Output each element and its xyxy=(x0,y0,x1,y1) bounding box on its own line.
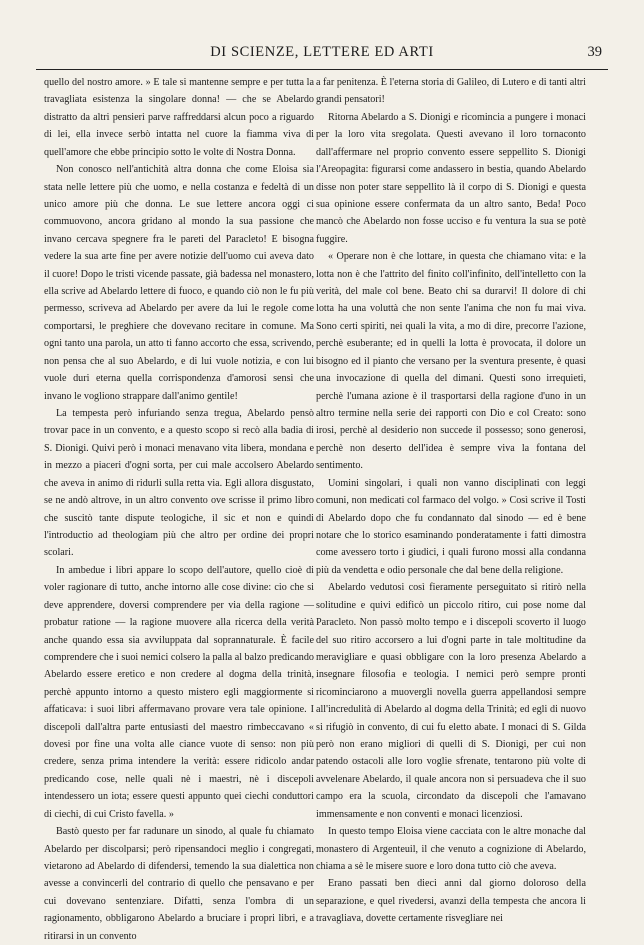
header-rule xyxy=(36,69,608,70)
paragraph: Uomini singolari, i quali non vanno disciplinati con leggi comuni, non medicati col farmaco del volgo. » Così scrive il Tosti di Abelardo dopo che fu condannato dal sinodo — ed è bene notare che lo storico esaminando ponderatamente i fatti dimostra come avessero torto i giudici, i quali furono mossi alla condanna più da vendetta e odio personale che dal bene della religione. xyxy=(316,477,586,576)
paragraph: Abelardo vedutosi così fieramente perseguitato si ritirò nella solitudine e quivi edificò un piccolo ritiro, cui pose nome dal Paracleto. Non passò molto tempo e i discepoli scoverto il luogo del suo ritiro accorsero a lui d'ogni parte in tale moltitudine da meravigliare e quasi obbligare con la loro presenza Abelardo a insegnare filosofia e teologia. I nemici però sempre pronti ricominciarono a muovergli novella guerra appellandosi sempre all'incredulità di Abelardo al dogma della Trinità; ed egli di nuovo si rifugiò in convento, di cui fu eletto abate. I monaci di S. Gilda però non erano migliori di quelli di S. Dionigi, per cui non patendo ostacoli alle loro voglie sfrenate, tentarono più volte di avvelenare Abelardo, il quale ancora non si persuadeva che il suo campo era la scuola, circondato da discepoli che l'amavano immensamente e non conventi e monaci licenziosi. xyxy=(316,582,586,820)
paragraph: In ambedue i libri appare lo scopo dell'autore, quello cioè di voler ragionare di tutto, anche intorno alle cose divine: cio che si deve apprendere, doversi comprendere per via della ragione — probatur ratione — la ragione muovere alla ricerca della verità anche quando essa sia avviluppata dal soprannaturale. È facile comprendere che i suoi nemici colsero la palla al balzo predicando Abelardo essere eretico e non credere al dogma della trinità, perchè appunto intorno a questo mistero egli maggiormente si affaticava: i suoi libri affermavano provare vera tale opinione. I discepoli dall'altra parte entusiasti del maestro rimbeccavano « dovesi por fine una volta alle ciance vuote di senso: non più credere, senza prima intendere la verità: essere ridicolo andar predicando cose, nelle quali nè i maestri, nè i discepoli intendessero un iota; essere questi appunto quei ciechi conduttori di ciechi, di cui Cristo favella. » xyxy=(44,564,314,820)
paragraph: « Operare non è che lottare, in questa che chiamano vita: e la lotta non è che l'attrito del finito coll'infinito, dell'intelletto con la verità, del male col bene. Beato chi sa durarvi! Il dolore di chi lotta ha una voluttà che non sente l'anima che non fu mai viva. Sono certi spiriti, nei quali la vita, a mo di dire, precorre l'azione, perchè esuberante; ed in quelli la lotta è provocata, il dolore un bisogno ed il pianto che versano per la sventura presente, è quasi una invocazione di quella del dimani. Questi sono irrequieti, perchè l'umana azione è il trasportarsi della ragione d'uno in un altro termine nella serie dei rapporti con Dio e col Creato: sono irosi, perchè al desiderio non succede il possesso; sono generosi, perchè non deserto dell'idea è sempre viva la fontana del sentimento. xyxy=(316,251,586,472)
left-column xyxy=(44,74,314,945)
right-column xyxy=(316,74,586,928)
paragraph: a far penitenza. È l'eterna storia di Galileo, di Lutero e di tanti altri grandi pensatori! xyxy=(316,77,586,106)
paragraph: quello del nostro amore. » E tale si mantenne sempre e per tutta la travagliata esistenza la singolare donna! — che se Abelardo distratto da altri pensieri parve raffreddarsi alcun poco a riguardo di lei, ella invece serbò intatta nel cuore la fiamma viva di quell'amore che ebbe principio sotto le volte di Nostra Donna. xyxy=(44,77,314,158)
paragraph: La tempesta però infuriando senza tregua, Abelardo pensò trovar pace in un convento, e a questo scopo si recò alla badia di S. Dionigi. Quivi però i monaci menavano vita libera, mondana e in mezzo a piaceri d'ogni sorta, per cui male accolsero Abelardo che aveva in animo di ridurli sulla retta via. Egli allora disgustato, se ne andò altrove, in un altro convento ove scrisse il primo libro che suscitò tante dispute teologiche, il sic et non e quindi l'introductio ad theologiam più che altro per ordine dei propri scolari. xyxy=(44,408,314,559)
paragraph: Bastò questo per far radunare un sinodo, al quale fu chiamato Abelardo per discolparsi; però ripensandoci meglio i congregati, vietarono ad Abelardo di difendersi, temendo la sua dialettica non avesse a convincerli del contrario di quello che pensavano e per cui dovevano sentenziare. Difatti, senza l'ombra di un ragionamento, obbligarono Abelardo a bruciare i propri libri, e a ritirarsi in un convento xyxy=(44,826,314,942)
running-title: DI SCIENZE, LETTERE ED ARTI xyxy=(210,44,434,60)
page-header xyxy=(36,44,608,66)
paragraph: Non conosco nell'antichità altra donna che come Eloisa sia stata nelle lettere più che uomo, e nella costanza e fedeltà di un unico amore più che donna. Le sue lettere ancora oggi ci commuovono, ancora gridano al mondo la sua passione che invano cercava spegnere fra le pareti del Paracleto! E bisogna vedere la sua arte fine per avere notizie dell'uomo cui aveva dato il cuore! Dopo le tristi vicende passate, già badessa nel monastero, ella scrive ad Abelardo lettere di fuoco, e quando ciò non le fu più permesso, scriveva ad Abelardo per avere da lui le regole come comportarsi, le preghiere che dovevano recitare in comune. Ma ogni tanto una parola, un atto ti fanno accorto che essa, scrivendo, non pensa che al suo Abelardo, e di lui vuole notizia, e con lui vuole duri eterna quella corrispondenza d'amorosi sensi che invano le vogliono strappare dall'animo gentile! xyxy=(44,164,314,402)
paragraph: Ritorna Abelardo a S. Dionigi e ricomincia a pungere i monaci per la loro vita sregolata. Questi avevano il loro tornaconto dall'affermare nel proprio convento essere seppellito S. Dionigi l'Areopagita: figurarsi come andassero in bestia, quando Abelardo disse non poter stare seppellito là il corpo di S. Dionigi e questa sua opinione essere confermata da un altro santo, Beda! Poco mancò che Abelardo non fosse ucciso e fu ventura la sua se potè fuggire. xyxy=(316,111,586,245)
page-number: 39 xyxy=(587,44,602,60)
paragraph: In questo tempo Eloisa viene cacciata con le altre monache dal monastero di Argenteuil, il che venuto a cognizione di Abelardo, chiama a sè le misere suore e loro dona tutto ciò che aveva. xyxy=(316,826,586,872)
paragraph: Erano passati ben dieci anni dal giorno doloroso della separazione, e quel rivedersi, avanzi della tempesta che ancora li travagliava, dovette certamente risvegliare nei xyxy=(316,878,586,925)
